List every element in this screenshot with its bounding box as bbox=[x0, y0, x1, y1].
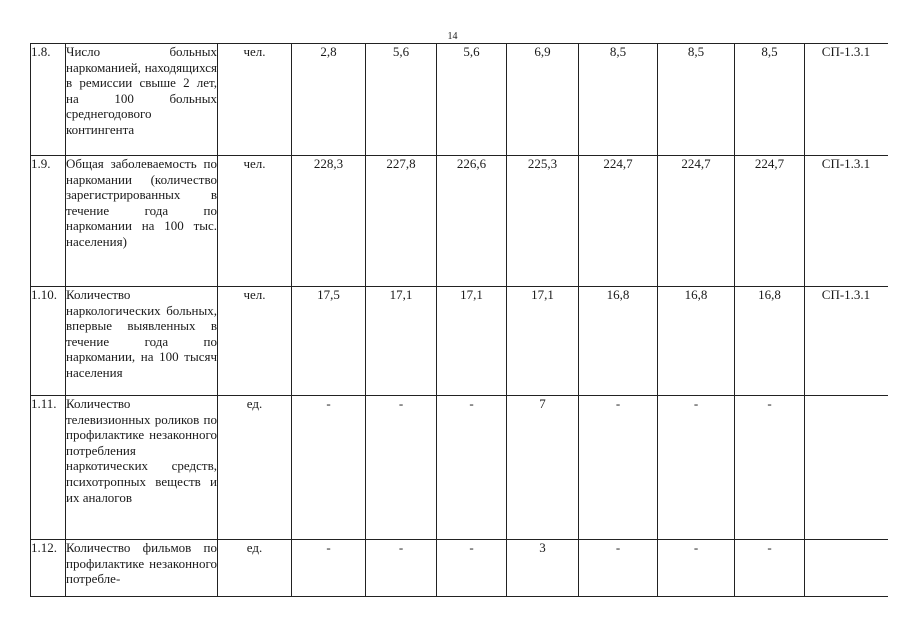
value-cell: 17,1 bbox=[366, 287, 437, 396]
value-cell: - bbox=[658, 540, 735, 597]
source-cell bbox=[805, 540, 888, 597]
value-cell: 16,8 bbox=[735, 287, 805, 396]
unit-cell: чел. bbox=[218, 287, 292, 396]
table-row bbox=[31, 396, 888, 540]
indicator-name: Количество фильмов по профилактике незаконного потребле- bbox=[66, 540, 218, 597]
value-cell: 226,6 bbox=[437, 156, 507, 287]
value-cell: - bbox=[735, 396, 805, 540]
indicator-name: Количество наркологических больных, впервые выявленных в течение года по наркомании, на 100 тысяч населения bbox=[66, 287, 218, 396]
unit-cell: ед. bbox=[218, 540, 292, 597]
value-cell: 5,6 bbox=[366, 44, 437, 156]
table-row bbox=[31, 156, 888, 287]
value-cell: 224,7 bbox=[658, 156, 735, 287]
value-cell: - bbox=[366, 540, 437, 597]
value-cell: - bbox=[579, 396, 658, 540]
row-number: 1.9. bbox=[31, 156, 66, 287]
value-cell: - bbox=[579, 540, 658, 597]
value-cell: 17,5 bbox=[292, 287, 366, 396]
value-cell: 228,3 bbox=[292, 156, 366, 287]
source-cell bbox=[805, 396, 888, 540]
table-body bbox=[31, 44, 888, 597]
indicator-name: Общая заболеваемость по наркомании (количество зарегистрированных в течение года по наркомании на 100 тыс. населения) bbox=[66, 156, 218, 287]
value-cell: 224,7 bbox=[579, 156, 658, 287]
value-cell: 224,7 bbox=[735, 156, 805, 287]
row-number: 1.10. bbox=[31, 287, 66, 396]
value-cell: 3 bbox=[507, 540, 579, 597]
table-row bbox=[31, 540, 888, 597]
value-cell: 17,1 bbox=[507, 287, 579, 396]
value-cell: - bbox=[437, 540, 507, 597]
value-cell: 6,9 bbox=[507, 44, 579, 156]
source-cell: СП-1.3.1 bbox=[805, 287, 888, 396]
value-cell: 16,8 bbox=[579, 287, 658, 396]
value-cell: - bbox=[658, 396, 735, 540]
unit-cell: чел. bbox=[218, 44, 292, 156]
value-cell: - bbox=[292, 540, 366, 597]
source-cell: СП-1.3.1 bbox=[805, 44, 888, 156]
table-row bbox=[31, 44, 888, 156]
row-number: 1.8. bbox=[31, 44, 66, 156]
value-cell: 2,8 bbox=[292, 44, 366, 156]
indicators-table bbox=[30, 43, 888, 597]
indicator-name: Число больных наркоманией, находящихся в ремиссии свыше 2 лет, на 100 больных среднегодового контингента bbox=[66, 44, 218, 156]
page-number: 14 bbox=[447, 31, 458, 42]
value-cell: 227,8 bbox=[366, 156, 437, 287]
value-cell: 8,5 bbox=[579, 44, 658, 156]
value-cell: 8,5 bbox=[658, 44, 735, 156]
value-cell: 8,5 bbox=[735, 44, 805, 156]
value-cell: 7 bbox=[507, 396, 579, 540]
value-cell: - bbox=[735, 540, 805, 597]
unit-cell: ед. bbox=[218, 396, 292, 540]
value-cell: - bbox=[437, 396, 507, 540]
unit-cell: чел. bbox=[218, 156, 292, 287]
indicator-name: Количество телевизионных роликов по профилактике незаконного потребления наркотических средств, психотропных веществ и их аналогов bbox=[66, 396, 218, 540]
value-cell: - bbox=[292, 396, 366, 540]
value-cell: - bbox=[366, 396, 437, 540]
value-cell: 16,8 bbox=[658, 287, 735, 396]
value-cell: 225,3 bbox=[507, 156, 579, 287]
table-row bbox=[31, 287, 888, 396]
value-cell: 17,1 bbox=[437, 287, 507, 396]
value-cell: 5,6 bbox=[437, 44, 507, 156]
row-number: 1.11. bbox=[31, 396, 66, 540]
row-number: 1.12. bbox=[31, 540, 66, 597]
source-cell: СП-1.3.1 bbox=[805, 156, 888, 287]
